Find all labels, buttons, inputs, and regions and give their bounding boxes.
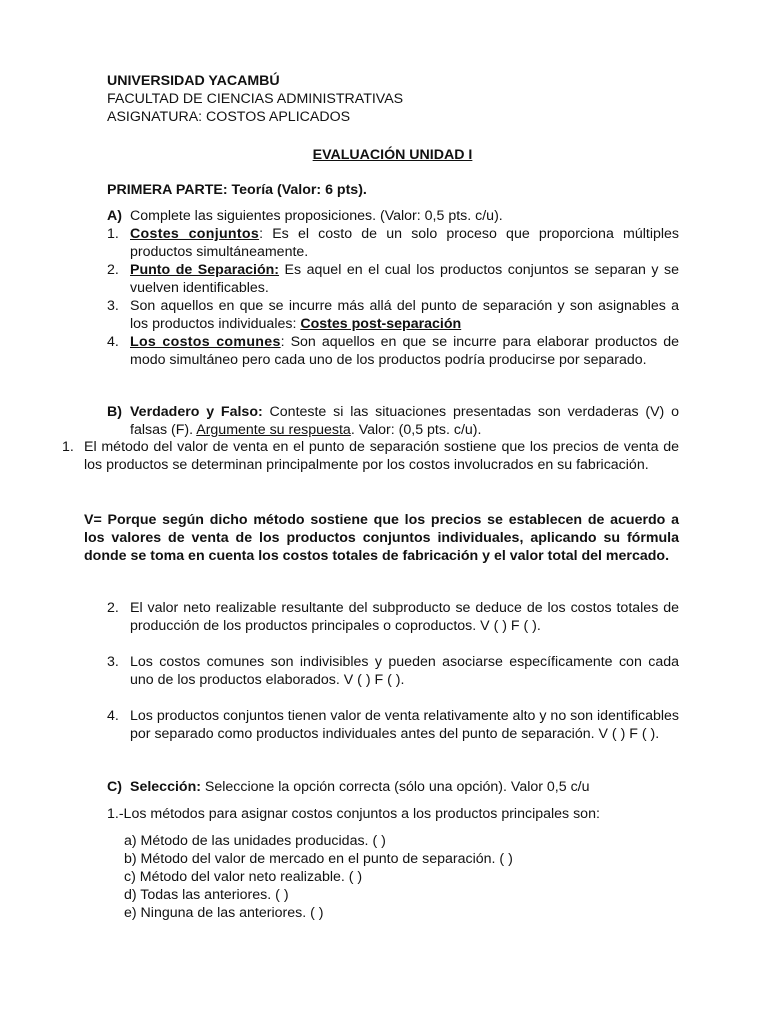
option-item: b) Método del valor de mercado en el punto de separación. ( ): [124, 851, 513, 867]
university-name: UNIVERSIDAD YACAMBÚ: [107, 73, 280, 89]
faculty-name: FACULTAD DE CIENCIAS ADMINISTRATIVAS: [107, 91, 404, 107]
section-c-label: Selección:: [130, 779, 201, 795]
item-number: 2.: [107, 262, 119, 278]
item-number: 4.: [107, 708, 119, 724]
option-item: a) Método de las unidades producidas. ( ): [124, 833, 386, 849]
item-text: Los productos conjuntos tienen valor de venta relativamente alto y no son identificables por separado como productos individuales antes del punto de separación. V ( ) F ( ).: [130, 708, 679, 742]
section-a-instruction-row: [107, 207, 679, 225]
item-text: Es aquel en el cual los productos conjuntos se separan y se vuelven identificables.: [130, 262, 679, 296]
section-b-instruction-row: [107, 403, 679, 439]
list-item: [62, 438, 679, 474]
item-text: : Son aquellos en que se incurre para elaborar productos de modo simultáneo pero cada uno de los productos podría producirse por separado.: [130, 334, 679, 368]
list-item: [107, 599, 679, 635]
section-c-instruction: Seleccione la opción correcta (sólo una opción). Valor 0,5 c/u: [200, 779, 590, 795]
item-answer: Costes conjuntos: [130, 226, 260, 242]
item-number: 3.: [107, 298, 119, 314]
item-answer: Punto de Separación:: [130, 262, 280, 278]
page-title: EVALUACIÓN UNIDAD I: [312, 147, 473, 163]
list-item: [107, 653, 679, 689]
item-number: 2.: [107, 600, 119, 616]
section-c-marker: C): [107, 779, 122, 795]
section-a-instruction: Complete las siguientes proposiciones. (Valor: 0,5 pts. c/u).: [130, 208, 503, 224]
section-c-instruction-row: [107, 778, 679, 796]
question-text: 1.-Los métodos para asignar costos conjuntos a los productos principales son:: [107, 806, 600, 822]
item-text: : Es el costo de un solo proceso que proporciona múltiples productos simultáneamente.: [130, 226, 680, 260]
section-a-marker: A): [107, 208, 122, 224]
options-list: [124, 832, 684, 922]
section-b-label: Verdadero y Falso:: [130, 404, 263, 420]
list-item: [107, 333, 679, 369]
item-number: 3.: [107, 654, 119, 670]
item-text: Son aquellos en que se incurre más allá del punto de separación y son asignables a los productos individuales:: [130, 298, 679, 332]
section-b-instruction: Conteste si las situaciones presentadas son verdaderas (V) o falsas (F).: [130, 404, 679, 438]
list-item: [107, 297, 679, 333]
document-header: [107, 72, 679, 126]
item-answer: Costes post-separación: [300, 316, 462, 332]
section-b: [107, 403, 679, 439]
option-item: c) Método del valor neto realizable. ( ): [124, 869, 363, 885]
option-item: e) Ninguna de las anteriores. ( ): [124, 905, 324, 921]
section-b-instruction-underlined: Argumente su respuesta: [196, 422, 351, 438]
part1-heading: PRIMERA PARTE: Teoría (Valor: 6 pts).: [107, 182, 367, 198]
section-a: [107, 207, 679, 369]
list-item: [107, 261, 679, 297]
item-answer: Los costos comunes: [130, 334, 281, 350]
item-text: Los costos comunes son indivisibles y pueden asociarse específicamente con cada uno de los productos elaborados. V ( ) F ( ).: [130, 654, 679, 688]
item-number: 1.: [107, 226, 119, 242]
subject-name: ASIGNATURA: COSTOS APLICADOS: [107, 109, 351, 125]
list-item: [107, 225, 679, 261]
section-c: [107, 778, 679, 796]
item-number: 4.: [107, 334, 119, 350]
section-b-marker: B): [107, 404, 122, 420]
section-b-instruction-value: . Valor: (0,5 pts. c/u).: [350, 422, 482, 438]
item-number: 1.: [62, 439, 74, 455]
answer-text: V= Porque según dicho método sostiene que los precios se establecen de acuerdo a los valores de venta de los productos conjuntos individuales, aplicando su fórmula donde se toma en cuenta los costos totales de fabricación y el valor total del mercado.: [84, 512, 679, 564]
item-text: El método del valor de venta en el punto de separación sostiene que los precios de venta de los productos se determinan principalmente por los costos involucrados en su fabricación.: [84, 439, 679, 473]
item-text: El valor neto realizable resultante del subproducto se deduce de los costos totales de producción de los productos principales o coproductos. V ( ) F ( ).: [130, 600, 679, 634]
option-item: d) Todas las anteriores. ( ): [124, 887, 289, 903]
section-b-list: [107, 599, 679, 743]
list-item: [107, 707, 679, 743]
